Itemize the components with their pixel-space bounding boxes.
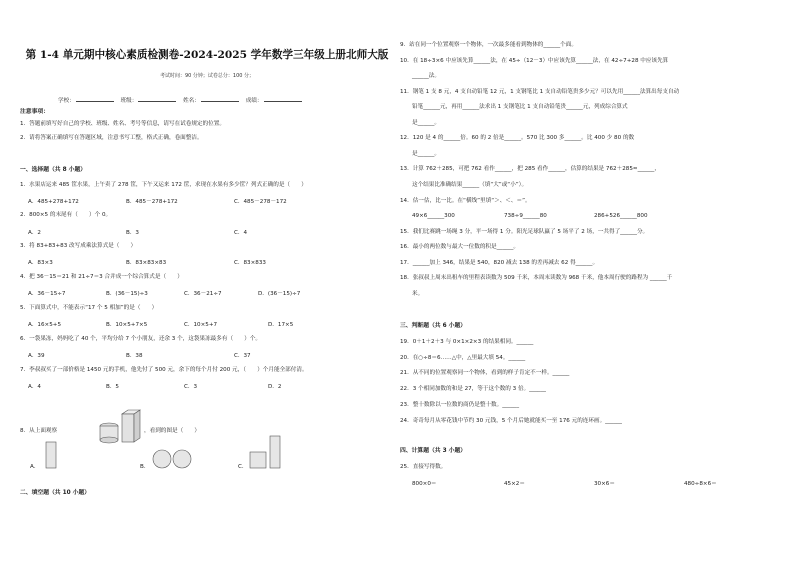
section-heading-judge: 三、判断题（共 6 小题） [400,323,467,329]
calc-item: 30×6＝ [594,481,615,487]
question-8-text: 8．从上面观察 [20,428,58,434]
option[interactable]: D．(36－15)÷7 [258,291,301,297]
compare-item: 286+526______800 [594,213,648,219]
question-19: 19．0＋1＋2＋3 与 0×1×2×3 的结果相同。______ [400,339,534,345]
question-17: 17．______加上 346，结果是 540，820 减去 138 的差再减去 62 得______。 [400,260,599,266]
option[interactable]: A．2 [28,230,41,236]
option[interactable]: B．83×83×83 [126,260,167,266]
option[interactable]: A．16×5+5 [28,322,62,328]
notice-item: 1．答题前填写好自己的学校、班级、姓名、考号等信息，请写在试卷规定的位置。 [20,121,225,127]
question-10: 10．在 18÷3×6 中应该先算______法，在 45÷（12－3）中应该先算______法，在 42÷7+28 中应该先算 [400,58,669,64]
option[interactable]: A．485+278+172 [28,199,79,205]
question-4: 4．把 36－15＝21 和 21÷7＝3 合并成一个综合算式是（ ） [20,274,183,280]
notice-heading: 注意事项： [20,109,49,115]
question-13-cont: 这个结果比准确结果______（填“大”或“小”）。 [412,182,528,188]
option[interactable]: D．2 [268,384,282,390]
name-blank[interactable] [201,101,239,102]
question-11: 11．钢笔 1 支 8 元，4 支自动铅笔 12 元，1 支钢笔比 1 支自动铅笔贵多少元？可以先用______法算出每支自动 [400,89,680,95]
name-label: 姓名： [183,98,200,104]
question-6: 6．一袋果冻，妈妈吃了 40 个，平均分给 7 个小朋友，还余 3 个，这袋果冻最多有（ ）个。 [20,336,262,342]
exam-subtitle: 考试时间：90 分钟；试卷总分：100 分； [159,73,255,79]
section-heading-calc: 四、计算题（共 3 小题） [400,448,467,454]
option-b-figure [152,448,196,470]
question-12: 12．120 是 4 的______倍。60 的 2 倍是______。570 比 300 多______。比 400 少 80 的数 [400,135,635,141]
question-24: 24．奇奇每月从零花钱中节约 30 元钱，5 个月后她就能买一至 176 元的连环画。______ [400,418,622,424]
option[interactable]: C．485－278－172 [234,199,287,205]
option[interactable]: C．37 [234,353,251,359]
notice-item: 2．请将答案正确填写在答题区域，注意书写工整，格式正确，卷面整洁。 [20,135,203,141]
page-title: 第 1-4 单元期中核心素质检测卷-2024-2025 学年数学三年级上册北师大版 [25,49,389,61]
option[interactable]: A．4 [28,384,41,390]
question-9: 9．站在同一个位置观察一个物体，一次最多能看到物体的______个面。 [400,42,577,48]
compare-item: 738÷9______80 [504,213,547,219]
question-3: 3．将 83+83+83 改写成乘法算式是（ ） [20,243,137,249]
question-10-cont: ______法。 [412,73,440,79]
option[interactable]: C．4 [234,230,248,236]
option-c[interactable]: C． [238,464,248,470]
question-16: 16．最小的两位数与最大一位数的积是______。 [400,244,519,250]
option[interactable]: B．38 [126,353,143,359]
option-a[interactable]: A． [30,464,40,470]
question-8-tail: ，看到的图是（ ） [144,428,200,434]
question-1: 1．水果店运来 485 筐水果，上午卖了 278 筐，下午又运来 172 筐，求现在水果有多少筐？列式正确的是（ ） [20,182,307,188]
option[interactable]: C．3 [184,384,198,390]
option[interactable]: A．36－15÷7 [28,291,66,297]
question-18-cont: 米。 [412,291,424,297]
option-a-figure [42,438,74,470]
option[interactable]: A．39 [28,353,45,359]
option[interactable]: C．10×5+7 [184,322,218,328]
option[interactable]: B．(36－15)÷3 [106,291,148,297]
calc-item: 480÷8×6＝ [684,481,717,487]
score-blank[interactable] [264,101,302,102]
section-heading-choice: 一、选择题（共 8 小题） [20,167,87,173]
question-22: 22．3 个相同加数的和是 27，等于这个数的 3 倍。______ [400,386,546,392]
cylinder-cuboid-figure [96,404,144,444]
student-info-line [58,96,307,104]
question-13: 13．计算 762＋285，可把 762 看作______，把 285 看作______，估算的结果是 762＋285≈______， [400,166,660,172]
option-b[interactable]: B． [140,464,150,470]
option[interactable]: C．36－21÷7 [184,291,222,297]
class-label: 班级： [120,98,138,104]
question-11-cont2: 是______。 [412,120,440,126]
question-23: 23．整十数除以一位数的商仍是整十数。______ [400,402,519,408]
question-20: 20．在○÷8＝6……△中，△里最大填 54。______ [400,355,526,361]
school-label: 学校： [58,98,75,104]
compare-item: 49×6______300 [412,213,455,219]
question-11-cont: 铅笔______元，再用______法求出 1 支钢笔比 1 支自动铅笔贵______元，列成综合算式 [412,104,628,110]
calc-item: 800×0＝ [412,481,437,487]
question-15: 15．我们比赛跳一场绳 3 分，平一场得 1 分。阳光足球队赢了 5 场平了 2 场，一共得了______分。 [400,229,649,235]
option[interactable]: B．485－278+172 [126,199,178,205]
option[interactable]: A．83×3 [28,260,53,266]
question-12-cont: 是______。 [412,151,440,157]
question-25: 25．直接写得数。 [400,464,447,470]
class-blank[interactable] [138,101,176,102]
question-5: 5．下面算式中，不能表示“17 个 5 相加”的是（ ） [20,305,158,311]
question-21: 21．从不同的位置观察同一个物体，看到的样子肯定不一样。______ [400,370,570,376]
option[interactable]: B．5 [106,384,119,390]
score-label: 成绩： [245,98,263,104]
question-7: 7．李叔叔买了一部价格是 1450 元的手机，他先付了 500 元，余下的每个月付 200 元，（ ）个月能全部付清。 [20,367,308,373]
option-c-figure [248,432,288,470]
question-2: 2．800×5 的末尾有（ ）个 0。 [20,212,112,218]
option[interactable]: B．10×5+7×5 [106,322,148,328]
section-heading-fill: 二、填空题（共 10 小题） [20,490,91,496]
option[interactable]: B．3 [126,230,139,236]
option[interactable]: D．17×5 [268,322,294,328]
school-blank[interactable] [76,101,114,102]
question-18: 18．张叔叔上周末出租车的里程表读数为 509 千米，本周末读数为 968 千米，他本周行驶的路程为 ______千 [400,275,673,281]
option[interactable]: C．83×833 [234,260,266,266]
question-14: 14．估一估，比一比。在“横线”里填“＞、＜、＝”。 [400,198,531,204]
calc-item: 45×2＝ [504,481,525,487]
question-8 [20,428,57,435]
